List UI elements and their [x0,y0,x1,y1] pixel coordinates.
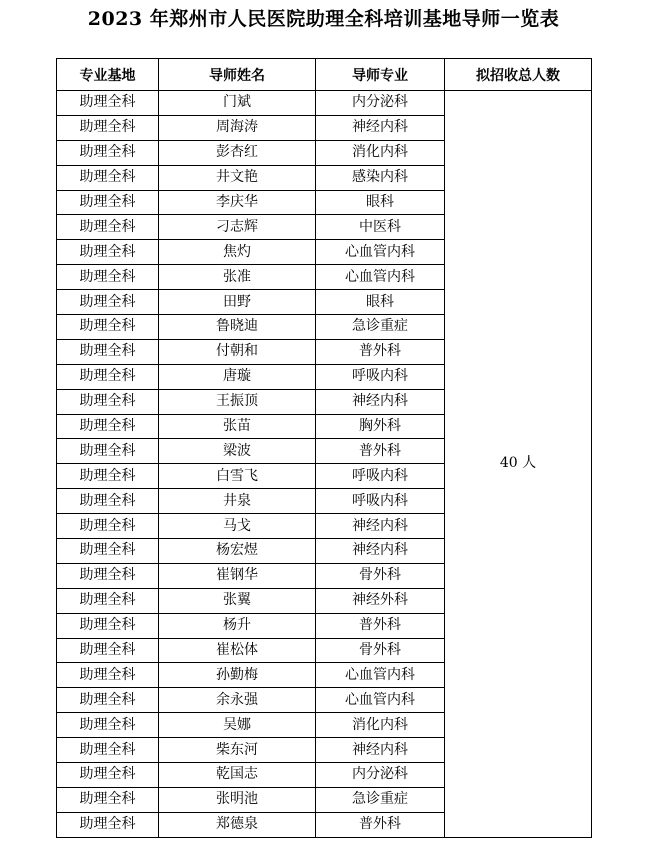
cell-base: 助理全科 [57,290,159,315]
cell-mentor-specialty: 感染内科 [316,165,445,190]
table-body [57,91,592,838]
cell-mentor-specialty: 骨外科 [316,563,445,588]
cell-base: 助理全科 [57,563,159,588]
cell-base: 助理全科 [57,588,159,613]
cell-mentor-name: 崔钢华 [159,563,316,588]
cell-mentor-specialty: 消化内科 [316,713,445,738]
cell-mentor-specialty: 骨外科 [316,638,445,663]
cell-mentor-specialty: 普外科 [316,339,445,364]
cell-base: 助理全科 [57,663,159,688]
cell-mentor-name: 崔松体 [159,638,316,663]
cell-mentor-specialty: 普外科 [316,812,445,837]
total-quota-cell: 40 人 [445,91,592,838]
cell-mentor-specialty: 心血管内科 [316,265,445,290]
cell-mentor-specialty: 神经内科 [316,115,445,140]
cell-mentor-name: 门斌 [159,91,316,116]
cell-mentor-name: 李庆华 [159,190,316,215]
cell-base: 助理全科 [57,613,159,638]
cell-mentor-name: 焦灼 [159,240,316,265]
cell-base: 助理全科 [57,140,159,165]
cell-base: 助理全科 [57,539,159,564]
cell-mentor-specialty: 内分泌科 [316,763,445,788]
cell-base: 助理全科 [57,489,159,514]
cell-base: 助理全科 [57,315,159,340]
cell-mentor-name: 唐璇 [159,364,316,389]
header-base: 专业基地 [57,59,159,91]
cell-mentor-name: 王振顶 [159,389,316,414]
cell-mentor-specialty: 心血管内科 [316,240,445,265]
cell-mentor-name: 刁志辉 [159,215,316,240]
cell-mentor-specialty: 急诊重症 [316,315,445,340]
cell-base: 助理全科 [57,638,159,663]
cell-base: 助理全科 [57,464,159,489]
cell-mentor-specialty: 内分泌科 [316,91,445,116]
cell-mentor-specialty: 神经内科 [316,514,445,539]
cell-mentor-specialty: 神经内科 [316,738,445,763]
cell-mentor-name: 张明池 [159,787,316,812]
cell-mentor-name: 张准 [159,265,316,290]
cell-mentor-specialty: 普外科 [316,439,445,464]
cell-base: 助理全科 [57,713,159,738]
cell-mentor-name: 周海涛 [159,115,316,140]
cell-mentor-specialty: 消化内科 [316,140,445,165]
cell-base: 助理全科 [57,265,159,290]
table-row [57,91,592,116]
cell-base: 助理全科 [57,763,159,788]
cell-base: 助理全科 [57,165,159,190]
cell-mentor-specialty: 神经内科 [316,539,445,564]
cell-base: 助理全科 [57,787,159,812]
cell-mentor-name: 井文艳 [159,165,316,190]
cell-mentor-specialty: 普外科 [316,613,445,638]
cell-base: 助理全科 [57,812,159,837]
cell-base: 助理全科 [57,514,159,539]
cell-base: 助理全科 [57,414,159,439]
cell-mentor-name: 井泉 [159,489,316,514]
cell-mentor-specialty: 眼科 [316,290,445,315]
cell-mentor-name: 柴东河 [159,738,316,763]
mentor-table [56,58,592,838]
header-mentor-specialty: 导师专业 [316,59,445,91]
cell-mentor-name: 梁波 [159,439,316,464]
cell-mentor-specialty: 神经外科 [316,588,445,613]
cell-base: 助理全科 [57,215,159,240]
cell-base: 助理全科 [57,389,159,414]
cell-mentor-specialty: 心血管内科 [316,663,445,688]
header-mentor-name: 导师姓名 [159,59,316,91]
cell-mentor-name: 鲁晓迪 [159,315,316,340]
cell-mentor-specialty: 眼科 [316,190,445,215]
cell-mentor-name: 彭杏红 [159,140,316,165]
cell-mentor-name: 马戈 [159,514,316,539]
cell-mentor-name: 杨升 [159,613,316,638]
cell-mentor-name: 付朝和 [159,339,316,364]
cell-base: 助理全科 [57,115,159,140]
cell-base: 助理全科 [57,190,159,215]
cell-mentor-specialty: 呼吸内科 [316,364,445,389]
cell-base: 助理全科 [57,688,159,713]
cell-base: 助理全科 [57,439,159,464]
cell-mentor-name: 乾国志 [159,763,316,788]
cell-base: 助理全科 [57,339,159,364]
table-header-row [57,59,592,91]
cell-mentor-name: 孙勤梅 [159,663,316,688]
cell-mentor-specialty: 神经内科 [316,389,445,414]
cell-base: 助理全科 [57,240,159,265]
cell-base: 助理全科 [57,738,159,763]
page-title: 2023 年郑州市人民医院助理全科培训基地导师一览表 [87,8,560,30]
cell-mentor-specialty: 急诊重症 [316,787,445,812]
cell-mentor-name: 张翼 [159,588,316,613]
cell-mentor-specialty: 心血管内科 [316,688,445,713]
cell-mentor-specialty: 中医科 [316,215,445,240]
cell-mentor-name: 郑德泉 [159,812,316,837]
cell-mentor-specialty: 胸外科 [316,414,445,439]
cell-mentor-name: 吴娜 [159,713,316,738]
cell-mentor-name: 田野 [159,290,316,315]
cell-mentor-name: 张苗 [159,414,316,439]
cell-mentor-specialty: 呼吸内科 [316,464,445,489]
cell-mentor-name: 余永强 [159,688,316,713]
cell-base: 助理全科 [57,364,159,389]
cell-mentor-name: 白雪飞 [159,464,316,489]
cell-mentor-specialty: 呼吸内科 [316,489,445,514]
cell-mentor-name: 杨宏煜 [159,539,316,564]
header-total-quota: 拟招收总人数 [445,59,592,91]
cell-base: 助理全科 [57,91,159,116]
